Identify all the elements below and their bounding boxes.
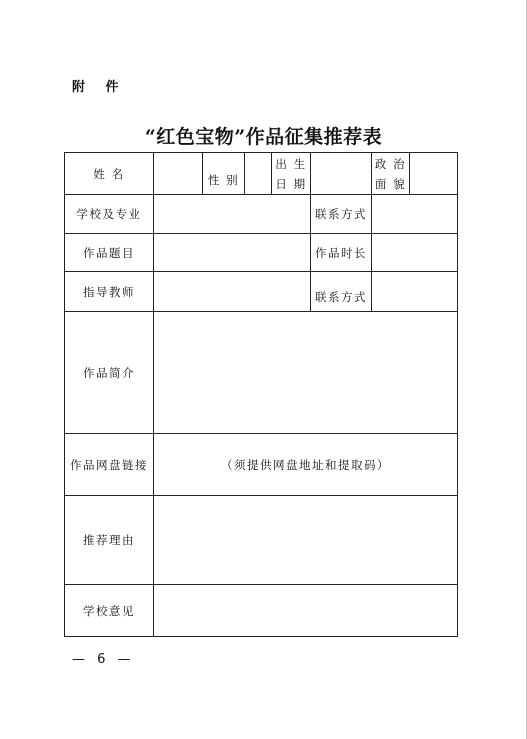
political-status-label-line-1: 政 治 xyxy=(374,156,407,171)
form-row-link xyxy=(65,434,458,496)
birth-date-field[interactable] xyxy=(311,153,372,195)
netdisk-link-field[interactable] xyxy=(154,434,458,496)
form-row-opinion xyxy=(65,585,458,637)
page-number: — 6 — xyxy=(72,652,135,667)
gender-label: 性 别 xyxy=(203,153,245,195)
school-opinion-label: 学校意见 xyxy=(65,585,154,637)
form-row-work-title xyxy=(65,234,458,272)
teacher-field[interactable] xyxy=(154,272,311,312)
page-title: “红色宝物”作品征集推荐表 xyxy=(144,126,383,148)
recommendation-form-table xyxy=(64,152,458,637)
birth-date-label-line-2: 日 期 xyxy=(275,176,307,191)
name-field[interactable] xyxy=(154,153,203,195)
work-duration-field[interactable] xyxy=(372,234,458,272)
contact-label: 联系方式 xyxy=(311,195,372,234)
netdisk-link-hint: （须提供网盘地址和提取码） xyxy=(221,457,390,472)
form-row-teacher xyxy=(65,272,458,312)
school-major-label: 学校及专业 xyxy=(65,195,154,234)
form-row-intro xyxy=(65,312,458,434)
attachment-label: 附 件 xyxy=(72,80,127,95)
name-label: 姓 名 xyxy=(65,153,154,195)
recommend-reason-field[interactable] xyxy=(154,496,458,585)
form-row-reason xyxy=(65,496,458,585)
school-opinion-field[interactable] xyxy=(154,585,458,637)
work-title-label: 作品题目 xyxy=(65,234,154,272)
school-major-field[interactable] xyxy=(154,195,311,234)
form-row-school xyxy=(65,195,458,234)
work-intro-label: 作品简介 xyxy=(65,312,154,434)
political-status-label-line-2: 面 貌 xyxy=(374,176,407,191)
teacher-label: 指导教师 xyxy=(65,272,154,312)
work-duration-label: 作品时长 xyxy=(311,234,372,272)
birth-date-label xyxy=(272,153,311,195)
teacher-contact-field[interactable] xyxy=(372,272,458,312)
work-title-field[interactable] xyxy=(154,234,311,272)
gender-field[interactable] xyxy=(245,153,272,195)
netdisk-link-label: 作品网盘链接 xyxy=(65,434,154,496)
political-status-label xyxy=(372,153,410,195)
teacher-contact-label: 联系方式 xyxy=(311,272,372,312)
contact-field[interactable] xyxy=(372,195,458,234)
recommend-reason-label: 推荐理由 xyxy=(65,496,154,585)
form-row-basic-info xyxy=(65,153,458,195)
work-intro-field[interactable] xyxy=(154,312,458,434)
political-status-field[interactable] xyxy=(410,153,458,195)
birth-date-label-line-1: 出 生 xyxy=(275,156,307,171)
